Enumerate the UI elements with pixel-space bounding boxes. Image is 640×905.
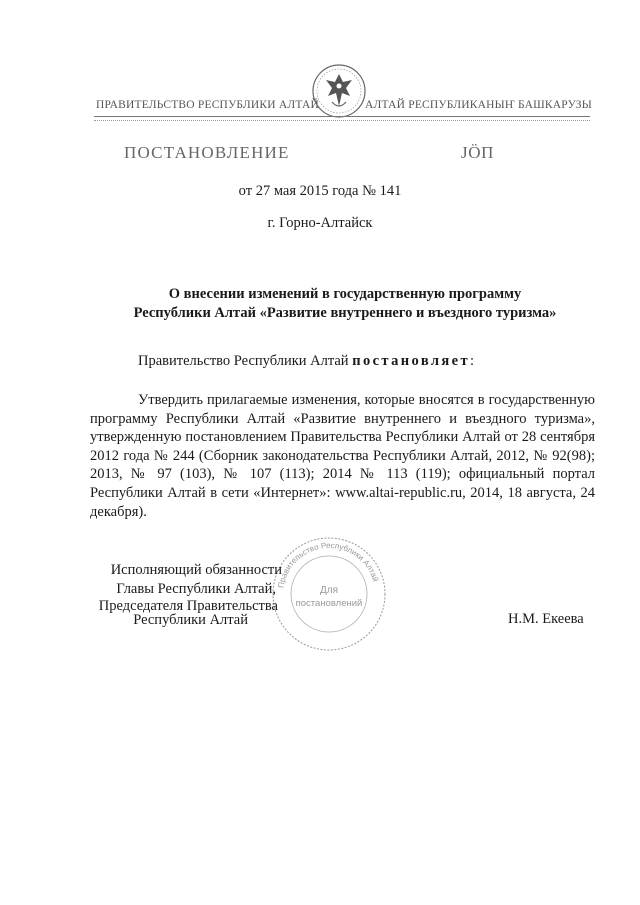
signatory-title-4: Республики Алтай <box>133 612 248 628</box>
preamble-end: : <box>470 353 475 369</box>
doc-type-russian: ПОСТАНОВЛЕНИЕ <box>124 143 290 162</box>
org-name-altai: АЛТАЙ РЕСПУБЛИКАНЫҤ БАШКАРУЗЫ <box>365 99 592 111</box>
signatory-title-2: Главы Республики Алтай, <box>116 581 276 597</box>
preamble-start: Правительство Республики Алтай <box>138 353 353 369</box>
header-rule-dotted <box>94 120 590 121</box>
stamp-center-line-2: постановлений <box>295 598 363 609</box>
city: г. Горно-Алтайск <box>267 215 373 231</box>
body-paragraph: Утвердить прилагаемые изменения, которые вносятся в государственную программу Республики Алтай «Развитие внутреннего и въездного туризма», утвержденную постановлением Правительства Республики Алтай от 28 сентября 2012 года № 244 (Сборник законодательства Республики Алтай, 2012, № 92(98); 2013, № 97 (103), № 107 (113); 2014 № 113 (119); официальный портал Республики Алтай в сети «Интернет»: www.altai-republic.ru, 2014, 18 августа, 24 декабря). <box>90 392 595 520</box>
preamble-decree: постановляет <box>352 353 470 369</box>
date-number: от 27 мая 2015 года № 141 <box>238 183 402 199</box>
preamble <box>138 353 474 370</box>
signatory-name: Н.М. Екеева <box>508 611 584 627</box>
altai-republic-emblem-icon <box>310 62 368 120</box>
stamp-center-line-1: Для <box>319 585 339 596</box>
org-name-russian: ПРАВИТЕЛЬСТВО РЕСПУБЛИКИ АЛТАЙ <box>96 99 320 111</box>
header-rule <box>94 116 590 117</box>
subject-line-2: Республики Алтай «Развитие внутреннего и въездного туризма» <box>133 305 557 321</box>
subject-line-1: О внесении изменений в государственную программу <box>168 286 522 302</box>
official-stamp <box>270 535 388 653</box>
stamp-ring-text: Правительство Республики Алтай <box>276 540 381 589</box>
signatory-title-1: Исполняющий обязанности <box>110 562 282 578</box>
doc-type-altai: JÖП <box>461 143 494 162</box>
subject-title <box>60 285 630 323</box>
signatory-title-3: Председателя Правительства <box>98 598 278 614</box>
